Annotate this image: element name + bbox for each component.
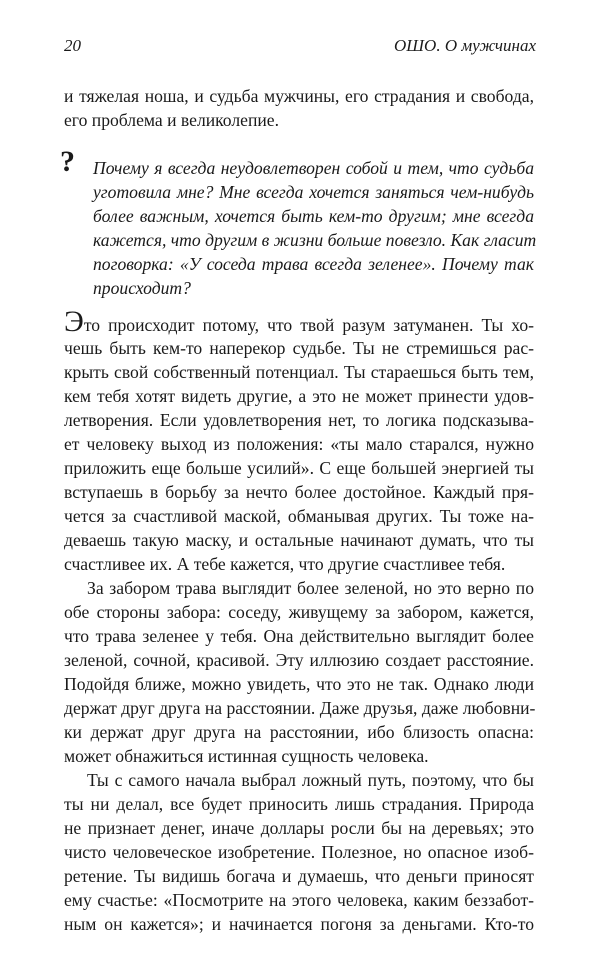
page-number: 20: [64, 36, 81, 55]
question-line: поговорка: «У соседа трава всегда зеленее». Почему так: [93, 254, 534, 274]
question-line: более важным, хочется быть кем-то другим; мне всегда: [93, 206, 534, 226]
question-mark-icon: ?: [60, 145, 75, 178]
text-line: крыть свой собственный потенциал. Ты стараешься быть тем,: [64, 362, 534, 382]
text-line: ет человеку выход из положения: «ты мало старался, нужно: [64, 434, 534, 454]
text-line: счастливее их. А тебе кажется, что другие счастливее тебя.: [64, 554, 506, 574]
question-line: кажется, что другим в жизни больше повезло. Как гласит: [93, 230, 537, 250]
text-line: вступаешь в борьбу за нечто более достойное. Каждый пря-: [64, 482, 534, 502]
text-line: держат друг друга на расстоянии. Даже друзья, даже любовни-: [64, 698, 536, 718]
text-line: что трава зеленее у тебя. Она действительно выглядит более: [64, 626, 534, 646]
text-line: За забором трава выглядит более зеленой, но это верно по: [87, 578, 534, 598]
text-line: ты ни делал, все будет приносить лишь страдания. Природа: [64, 794, 534, 814]
first-line-rest: то происходит потому, что твой разум затуманен. Ты хо-: [83, 315, 534, 335]
text-line: и тяжелая ноша, и судьба мужчины, его страдания и свобода,: [64, 86, 534, 106]
text-line: чется за счастливой маской, обманывая других. Ты тоже на-: [64, 506, 534, 526]
answer-first-line: [64, 305, 534, 338]
text-line: летворения. Если удовлетворения нет, то логика подсказыва-: [64, 410, 534, 430]
text-line: обе стороны забора: соседу, живущему за забором, кажется,: [64, 602, 534, 622]
text-line: Ты с самого начала выбрал ложный путь, поэтому, что бы: [87, 770, 534, 790]
question-line: происходит?: [93, 278, 191, 298]
text-line: может обнажиться истинная сущность человека.: [64, 746, 429, 766]
text-line: деваешь такую маску, и остальные начинают думать, что ты: [64, 530, 534, 550]
question-line: Почему я всегда неудовлетворен собой и тем, что судьба: [93, 158, 534, 178]
running-title: ОШО. О мужчинах: [394, 36, 536, 55]
text-line: ки держат друг друга на расстоянии, ибо близость опасна:: [64, 722, 534, 742]
text-line: приложить еще больше усилий». С еще большей энергией ты: [64, 458, 534, 478]
text-line: ным он кажется»; и начинается погоня за деньгами. Кто-то: [64, 914, 534, 934]
question-line: уготовила мне? Мне всегда хочется заняться чем-нибудь: [93, 182, 534, 202]
text-line: чисто человеческое изобретение. Полезное, но опасное изоб-: [64, 842, 534, 862]
text-line: Подойдя ближе, можно увидеть, что это не так. Однако люди: [64, 674, 534, 694]
text-line: не признает денег, иначе доллары росли бы на деревьях; это: [64, 818, 534, 838]
text-line: его проблема и великолепие.: [64, 110, 279, 130]
text-line: кем тебя хотят видеть другие, а это не может принести удов-: [64, 386, 534, 406]
text-line: зеленой, сочной, красивой. Эту иллюзию создает расстояние.: [64, 650, 534, 670]
text-line: чешь быть кем-то наперекор судьбе. Ты не стремишься рас-: [64, 338, 534, 358]
drop-cap: Э: [64, 305, 84, 338]
text-line: ретение. Ты видишь богача и думаешь, что деньги приносят: [64, 866, 534, 886]
text-line: ему счастье: «Посмотрите на этого человека, каким беззабот-: [64, 890, 534, 910]
running-header: [64, 36, 536, 56]
